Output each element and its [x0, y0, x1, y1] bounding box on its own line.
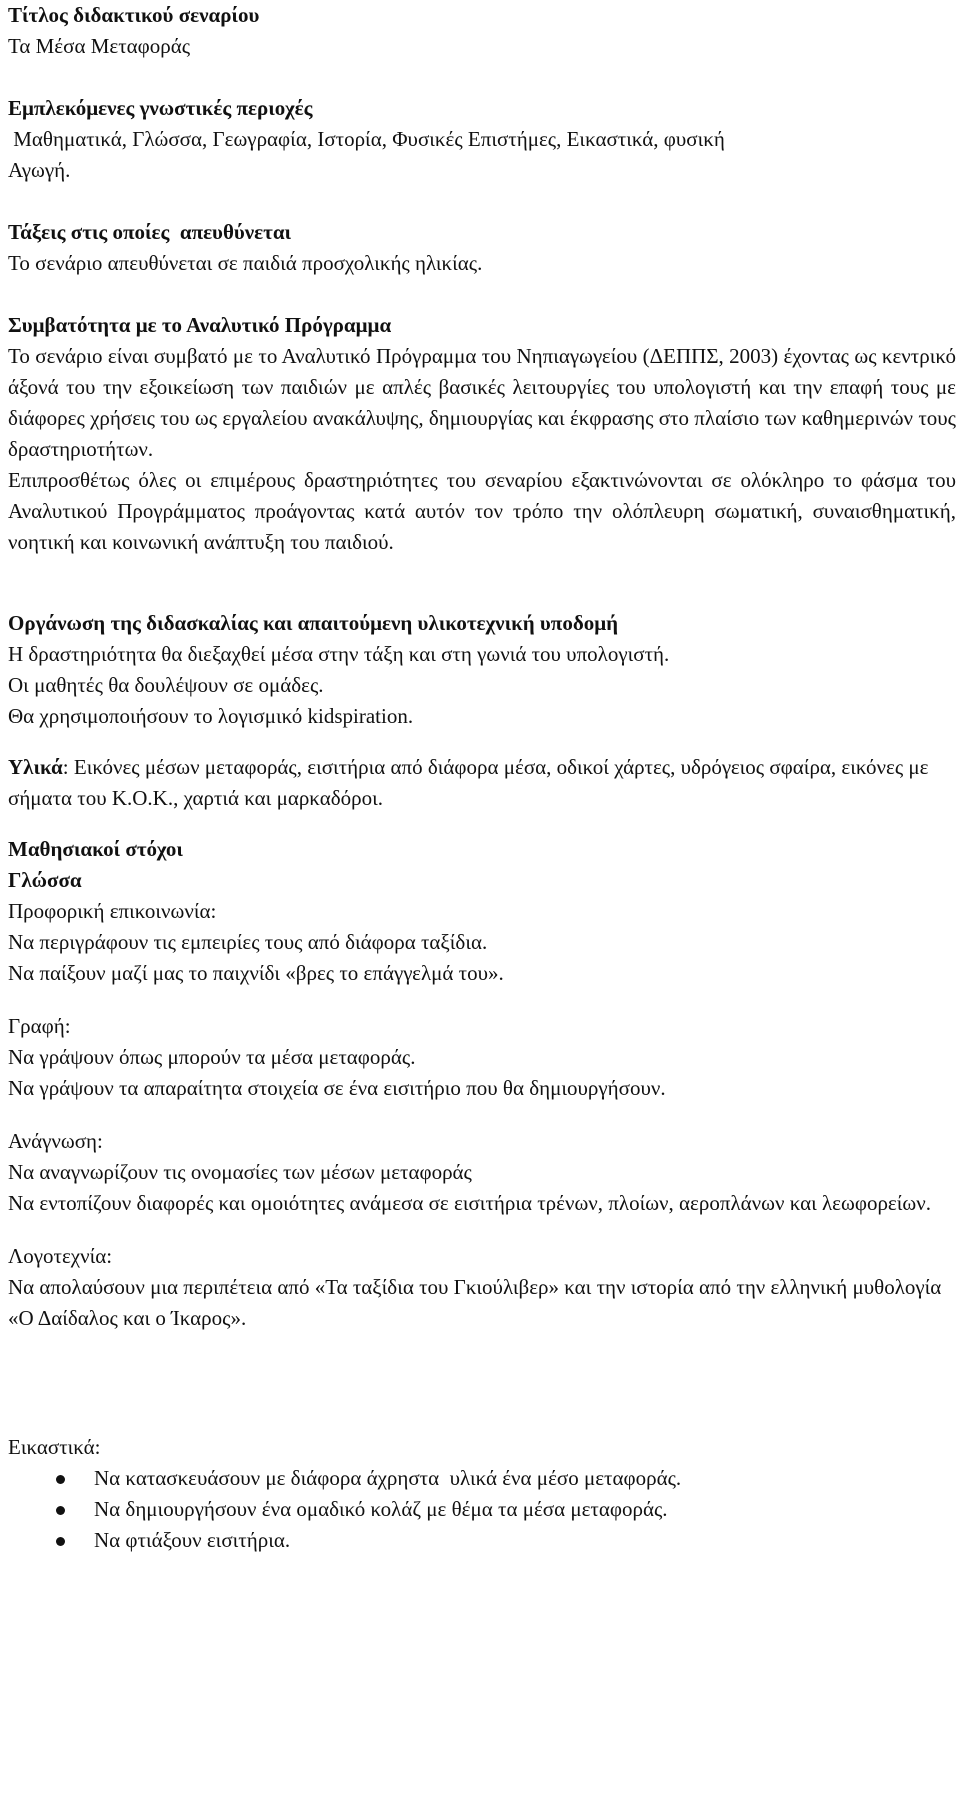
organization-line-2: Οι μαθητές θα δουλέψουν σε ομάδες.	[8, 673, 324, 697]
language-subheading: Γλώσσα	[8, 868, 82, 892]
list-item	[8, 1494, 956, 1525]
spacer	[8, 814, 956, 834]
scenario-title-heading: Τίτλος διδακτικού σεναρίου	[8, 3, 260, 27]
writing-label: Γραφή:	[8, 1014, 71, 1038]
materials-paragraph	[8, 752, 956, 814]
reading-item: Να εντοπίζουν διαφορές και ομοιότητες ανάμεσα σε εισιτήρια τρένων, πλοίων, αεροπλάνων και λεωφορείων.	[8, 1191, 931, 1215]
target-classes-text: Το σενάριο απευθύνεται σε παιδιά προσχολικής ηλικίας.	[8, 251, 483, 275]
organization-heading: Οργάνωση της διδασκαλίας και απαιτούμενη υλικοτεχνική υποδομή	[8, 611, 619, 635]
bullet-icon	[56, 1537, 65, 1546]
cognitive-areas-line-2: Αγωγή.	[8, 158, 71, 182]
writing-item: Να γράψουν όπως μπορούν τα μέσα μεταφοράς.	[8, 1045, 416, 1069]
spacer	[8, 62, 956, 93]
spacer	[8, 1334, 956, 1432]
curriculum-paragraph-2: Επιπροσθέτως όλες οι επιμέρους δραστηριότητες του σεναρίου εξακτινώνονται σε ολόκληρο το φάσμα του Αναλυτικού Προγράμματος προάγοντας κατά αυτόν τον τρόπο την ολόπλευρη σωματική, συναισθηματική, νοητική και κοινωνική ανάπτυξη του παιδιού.	[8, 468, 956, 554]
target-classes-heading: Τάξεις στις οποίες απευθύνεται	[8, 220, 292, 244]
spacer	[8, 186, 956, 217]
oral-item: Να παίξουν μαζί μας το παιχνίδι «βρες το επάγγελμά του».	[8, 961, 504, 985]
literature-label: Λογοτεχνία:	[8, 1244, 113, 1268]
list-item	[8, 1463, 956, 1494]
spacer	[8, 1104, 956, 1126]
arts-item-text: Να κατασκευάσουν με διάφορα άχρηστα υλικά ένα μέσο μεταφοράς.	[94, 1466, 682, 1490]
materials-text: : Εικόνες μέσων μεταφοράς, εισιτήρια από διάφορα μέσα, οδικοί χάρτες, υδρόγειος σφαίρα, εικόνες με σήματα του Κ.Ο.Κ., χαρτιά και μαρκαδόροι.	[8, 755, 929, 810]
bullet-icon	[56, 1506, 65, 1515]
scenario-title-text: Τα Μέσα Μεταφοράς	[8, 34, 191, 58]
literature-text: Να απολαύσουν μια περιπέτεια από «Τα ταξίδια του Γκιούλιβερ» και την ιστορία από την ελληνική μυθολογία «Ο Δαίδαλος και ο Ίκαρος».	[8, 1275, 942, 1330]
cognitive-areas-heading: Εμπλεκόμενες γνωστικές περιοχές	[8, 96, 313, 120]
spacer	[8, 732, 956, 752]
cognitive-areas-line-1: Μαθηματικά, Γλώσσα, Γεωγραφία, Ιστορία, Φυσικές Επιστήμες, Εικαστικά, φυσική	[8, 127, 725, 151]
oral-label: Προφορική επικοινωνία:	[8, 899, 217, 923]
curriculum-paragraph-1: Το σενάριο είναι συμβατό με το Αναλυτικό Πρόγραμμα του Νηπιαγωγείου (ΔΕΠΠΣ, 2003) έχοντας ως κεντρικό άξονά του την εξοικείωση των παιδιών με απλές βασικές λειτουργίες του υπολογιστή και την επαφή τους με διάφορες χρήσεις του ως εργαλείου ανακάλυψης, δημιουργίας και έκφρασης στο πλαίσιο των καθημερινών τους δραστηριοτήτων.	[8, 344, 956, 461]
spacer	[8, 558, 956, 608]
arts-label: Εικαστικά:	[8, 1435, 101, 1459]
spacer	[8, 1219, 956, 1241]
materials-label: Υλικά	[8, 755, 63, 779]
spacer	[8, 279, 956, 310]
document-page	[8, 0, 956, 1556]
organization-line-1: Η δραστηριότητα θα διεξαχθεί μέσα στην τάξη και στη γωνιά του υπολογιστή.	[8, 642, 670, 666]
organization-line-3: Θα χρησιμοποιήσουν το λογισμικό kidspiration.	[8, 704, 414, 728]
bullet-icon	[56, 1475, 65, 1484]
writing-item: Να γράψουν τα απαραίτητα στοιχεία σε ένα εισιτήριο που θα δημιουργήσουν.	[8, 1076, 666, 1100]
objectives-heading: Μαθησιακοί στόχοι	[8, 837, 183, 861]
reading-label: Ανάγνωση:	[8, 1129, 103, 1153]
oral-item: Να περιγράφουν τις εμπειρίες τους από διάφορα ταξίδια.	[8, 930, 488, 954]
arts-item-text: Να δημιουργήσουν ένα ομαδικό κολάζ με θέμα τα μέσα μεταφοράς.	[94, 1497, 668, 1521]
reading-item: Να αναγνωρίζουν τις ονομασίες των μέσων μεταφοράς	[8, 1160, 472, 1184]
arts-list	[8, 1463, 956, 1556]
curriculum-heading: Συμβατότητα με το Αναλυτικό Πρόγραμμα	[8, 313, 392, 337]
arts-item-text: Να φτιάξουν εισιτήρια.	[94, 1528, 291, 1552]
spacer	[8, 989, 956, 1011]
list-item	[8, 1525, 956, 1556]
